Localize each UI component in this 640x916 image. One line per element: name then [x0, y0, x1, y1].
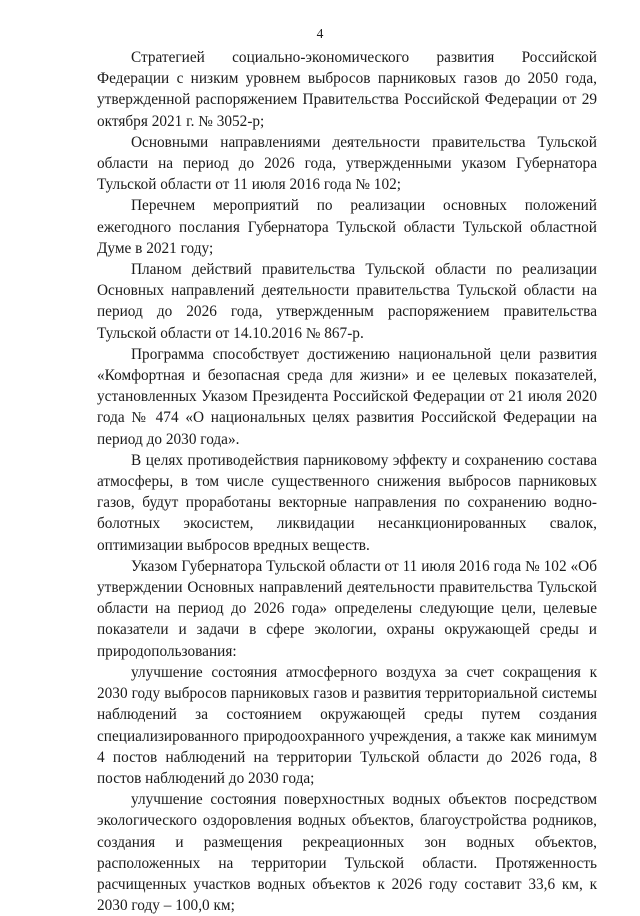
paragraph-governor-decree: Указом Губернатора Тульской области от 11 июля 2016 года № 102 «Об утверждении Основных направлений деятельности правительства Тульской области на период до 2026 года» определены следующие цели, целевые показатели и задачи в сфере экологии, охраны окружающей среды и природопользования:: [97, 557, 597, 660]
paragraph-water-bodies: улучшение состояния поверхностных водных объектов посредством экологического оздоровления водных объектов, благоустройства родников, создания и размещения рекреационных зон водных объектов, расположенных на территории Тульской области. Протяженность расчищенных участков водных объектов к 2026 году составит 33,6 км, к 2030 году – 100,0 км;: [97, 791, 597, 915]
page-number: 4: [316, 26, 324, 41]
document-body: [97, 47, 597, 916]
paragraph-main-directions: Основными направлениями деятельности правительства Тульской области на период до 2026 года, утвержденными указом Губернатора Тульской области от 11 июля 2016 года № 102;: [97, 133, 597, 194]
paragraph-action-plan: Планом действий правительства Тульской области по реализации Основных направлений деятельности правительства Тульской области на период до 2026 года, утвержденным распоряжением правительства Тульской области от 14.10.2016 № 867-р.: [97, 261, 597, 342]
paragraph-measures-list: Перечнем мероприятий по реализации основных положений ежегодного послания Губернатора Тульской области Тульской областной Думе в 2021 году;: [97, 197, 597, 257]
paragraph-greenhouse: В целях противодействия парниковому эффекту и сохранению состава атмосферы, в том числе существенного снижения выбросов парниковых газов, будут проработаны векторные направления по сохранению водно-болотных экосистем, ликвидации несанкционированных свалок, оптимизации выбросов вредных веществ.: [97, 451, 597, 554]
paragraph-air-quality: улучшение состояния атмосферного воздуха за счет сокращения к 2030 году выбросов парниковых газов и развития территориальной системы наблюдений за состоянием окружающей среды путем создания специализированного природоохранного учреждения, а также как минимум 4 постов наблюдений на территории Тульской области до 2026 года, 8 постов наблюдений до 2030 года;: [97, 663, 597, 787]
paragraph-strategy: Стратегией социально-экономического развития Российской Федерации с низким уровнем выбросов парниковых газов до 2050 года, утвержденной распоряжением Правительства Российской Федерации от 29 октября 2021 г. № 3052-р;: [97, 49, 597, 130]
paragraph-national-goal: Программа способствует достижению национальной цели развития «Комфортная и безопасная среда для жизни» и ее целевых показателей, установленных Указом Президента Российской Федерации от 21 июля 2020 года № 474 «О национальных целях развития Российской Федерации на период до 2030 года».: [97, 345, 597, 448]
